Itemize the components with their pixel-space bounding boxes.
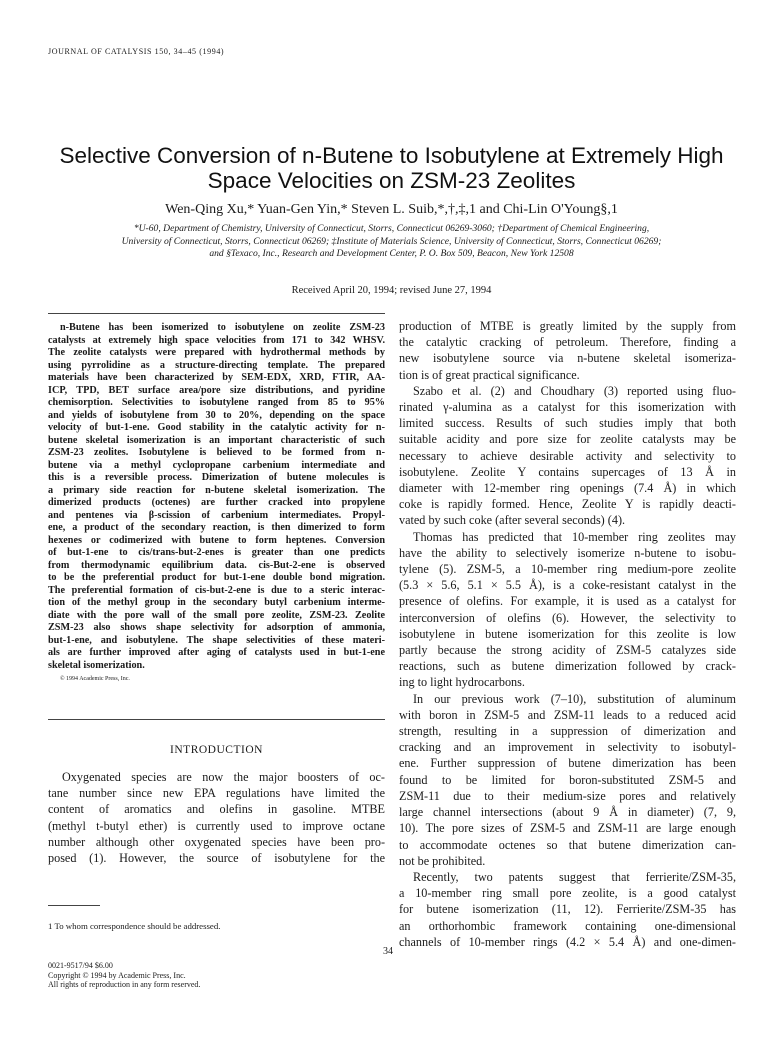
body-line: found to be limited for boron-substituted ZSM-5 and — [399, 772, 736, 787]
body-line: (5.3 × 5.6, 5.1 × 5.5 Å), is a coke-resistant catalyst in the — [399, 578, 736, 593]
body-line: isobutylene. Zeolite Y contains supercages of 13 Å in — [399, 464, 736, 479]
abstract-line: n-Butene has been isomerized to isobutylene on zeolite ZSM-23 — [60, 322, 385, 333]
body-line: not be prohibited. — [399, 853, 486, 868]
abstract-line: ene, a product of the secondary reaction, is then dimerized to form — [48, 522, 385, 533]
intro-line: posed (1). However, the source of isobutylene for the — [48, 851, 385, 866]
copyright-block — [48, 961, 200, 990]
body-line: vated by such coke (after several seconds) (4). — [399, 513, 626, 528]
abstract-line: chemisorption. Selectivities to isobutylene ranged from 85 to 95% — [48, 397, 385, 408]
abstract-bottom-rule — [48, 719, 385, 720]
abstract-line: hexenes or codimerized with butene to form heptenes. Conversion — [48, 534, 385, 546]
body-line: partly because the strong acidity of ZSM-5 catalyzes side — [399, 643, 736, 658]
abstract-line: The zeolite catalysts were prepared with hydrothermal methods by — [48, 347, 385, 358]
body-line: an orthorhombic framework containing one-dimensional — [399, 918, 736, 933]
intro-column-left — [48, 769, 385, 866]
abstract — [48, 322, 385, 686]
abstract-line: velocity of but-1-ene. Good stability in the catalytic activity for n- — [48, 422, 385, 433]
body-line: the catalytic cracking of petroleum. Therefore, finding a — [399, 335, 736, 350]
body-line: tion is of great practical significance. — [399, 367, 580, 382]
abstract-top-rule — [48, 313, 385, 314]
body-line: In our previous work (7–10), substitution of aluminum — [413, 691, 736, 706]
body-line: channels of 10-member rings (4.2 × 5.4 Å) and one-dimen- — [399, 934, 736, 949]
issn-price: 0021-9517/94 $6.00 — [48, 961, 113, 970]
body-line: to accommodate octenes so that butene dimerization can- — [399, 837, 736, 852]
body-line: Szabo et al. (2) and Choudhary (3) reported using fluo- — [413, 383, 736, 398]
body-line: with boron in ZSM-5 and ZSM-11 leads to a reduced acid — [399, 707, 736, 722]
body-line: for butene isomerization (11, 12). Ferrierite/ZSM-35 has — [399, 902, 736, 917]
footnote: 1 To whom correspondence should be addressed. — [48, 921, 221, 931]
body-line: Thomas has predicted that 10-member ring zeolites may — [413, 529, 736, 544]
body-line: Recently, two patents suggest that ferrierite/ZSM-35, — [413, 869, 736, 884]
body-line: presence of olefins. For example, it is used as a catalyst for — [399, 594, 736, 609]
body-line: large channel intersections (about 9 Å in diameter) (7, 9, — [399, 805, 736, 820]
received-dates: Received April 20, 1994; revised June 27, 1994 — [291, 285, 492, 296]
affiliation-line: University of Connecticut, Storrs, Connecticut 06269; ‡Institute of Materials Science, University of Connecticut, Storrs, Connecticut 06269; — [121, 235, 662, 247]
intro-line: tane number since new EPA regulations have limited the — [48, 786, 385, 801]
abstract-line: of but-1-ene to cis/trans-but-2-enes is greater than one predicts — [48, 547, 385, 558]
abstract-line: but-1-ene, and isobutylene. The shape selectivities of these materi- — [48, 634, 385, 646]
title-line: Selective Conversion of n-Butene to Isobutylene at Extremely High — [59, 143, 724, 168]
body-line: rinated γ-alumina as a catalyst for this isomerization with — [399, 400, 736, 415]
abstract-line: catalysts at extremely high space velocities from 171 to 342 WHSV. — [48, 334, 385, 346]
section-heading-introduction: INTRODUCTION — [170, 744, 263, 756]
body-line: suitable acidity and pore size for zeolite catalysts may be — [399, 432, 736, 447]
abstract-line: to be the preferential product for but-1-ene double bond migration. — [48, 572, 385, 583]
abstract-line: materials have been characterized by SEM-EDX, XRD, FTIR, AA- — [48, 372, 385, 383]
abstract-line: this is a reversible process. Dimerization of butene molecules is — [48, 472, 385, 483]
abstract-line: and yields of isobutylene from 30 to 20%, depending on the space — [48, 409, 385, 421]
body-line: have the ability to selectively isomerize n-butene to isobu- — [399, 545, 736, 560]
body-line: interconversion of olefins (6). However, the selectivity to — [399, 610, 736, 625]
abstract-line: using pyrrolidine as a structure-directing template. The prepared — [48, 359, 385, 371]
body-line: ene. Further suppression of butene dimerization has been — [399, 756, 736, 771]
abstract-line: skeletal isomerization. — [48, 659, 145, 671]
abstract-line: and pentenes via β-scission of carbenium intermediates. Propyl- — [48, 509, 385, 521]
abstract-line: dimerized products (octenes) are further cracked into propylene — [48, 497, 385, 508]
author-list: Wen-Qing Xu,* Yuan-Gen Yin,* Steven L. Suib,*,†,‡,1 and Chi-Lin O'Young§,1 — [165, 202, 618, 217]
body-column-right — [399, 318, 736, 950]
body-line: isobutylene in butene isomerization for this zeolite is low — [399, 626, 736, 641]
body-line: necessary to achieve desirable activity and selectivity to — [399, 448, 736, 463]
abstract-copyright: © 1994 Academic Press, Inc. — [60, 676, 130, 682]
body-line: a 10-member ring small pore zeolite, is a good catalyst — [399, 886, 736, 901]
abstract-line: butene via a methyl cyclopropane carbenium intermediate and — [48, 459, 385, 471]
abstract-line: ICP, TPD, BET surface area/pore size distributions, and pyridine — [48, 384, 385, 396]
abstract-line: ZSM-23 also shows shape selectivity for adsorption of ammonia, — [48, 622, 385, 633]
paper-title — [30, 143, 753, 193]
affiliation-line: *U-60, Department of Chemistry, University of Connecticut, Storrs, Connecticut 06269-3060; †Department of Chemical Engineering, — [133, 223, 650, 234]
body-line: coke is rapidly formed. Hence, Zeolite Y is rapidly deacti- — [399, 497, 736, 512]
copyright-line: Copyright © 1994 by Academic Press, Inc. — [48, 970, 186, 980]
affiliations — [40, 223, 743, 261]
abstract-line: diate with the pore wall of the small pore zeolite, ZSM-23. Zeolite — [48, 609, 385, 621]
body-line: strength, resulting in a suppression of dimerization and — [399, 724, 736, 739]
abstract-line: a primary side reaction for n-butene skeletal isomerization. The — [48, 484, 385, 496]
intro-line: Oxygenated species are now the major boosters of oc- — [62, 770, 385, 784]
rights-line: All rights of reproduction in any form reserved. — [48, 980, 201, 989]
body-line: new isobutylene source via n-butene skeletal isomeriza- — [399, 351, 736, 366]
body-line: tylene (5). ZSM-5, a 10-member ring medium-pore zeolite — [399, 562, 736, 577]
body-line: cracking and an improvement in selectivity to isobutyl- — [399, 740, 736, 755]
intro-line: content of aromatics and olefins in gasoline. MTBE — [48, 802, 385, 817]
abstract-line: ZSM-23 zeolites. Isobutylene is believed to be formed from n- — [48, 447, 385, 458]
intro-line: number although other oxygenated species have been pro- — [48, 834, 385, 849]
abstract-line: butene skeletal isomerization is an important characteristic of such — [48, 434, 385, 446]
journal-header: JOURNAL OF CATALYSIS 150, 34–45 (1994) — [48, 47, 225, 56]
footnote-rule — [48, 905, 100, 906]
abstract-line: als are further improved after aging of catalysts used in but-1-ene — [48, 647, 385, 658]
abstract-line: from thermodynamic equilibrium data. cis-But-2-ene is observed — [48, 559, 385, 571]
intro-line: (methyl t-butyl ether) is currently used to improve octane — [48, 818, 385, 833]
affiliation-line: and §Texaco, Inc., Research and Development Center, P. O. Box 509, Beacon, New York 12508 — [209, 248, 574, 259]
body-line: production of MTBE is greatly limited by the supply from — [399, 319, 736, 333]
body-line: ing to light hydrocarbons. — [399, 675, 525, 690]
body-line: limited success. Results of such studies imply that both — [399, 416, 736, 431]
body-line: ZSM-11 due to their medium-size pores and relatively — [399, 788, 736, 803]
body-line: diameter with 12-member ring openings (7.4 Å) in which — [399, 481, 736, 496]
title-line: Space Velocities on ZSM-23 Zeolites — [207, 168, 576, 193]
body-line: 10). The pore sizes of ZSM-5 and ZSM-11 are large enough — [399, 821, 736, 836]
abstract-line: The preferential formation of cis-but-2-ene is due to a steric interac- — [48, 584, 385, 596]
abstract-line: tion of the methyl group in the secondary butyl carbenium interme- — [48, 597, 385, 608]
body-line: reactions, such as butene dimerization followed by crack- — [399, 659, 736, 674]
page-number: 34 — [383, 946, 393, 957]
